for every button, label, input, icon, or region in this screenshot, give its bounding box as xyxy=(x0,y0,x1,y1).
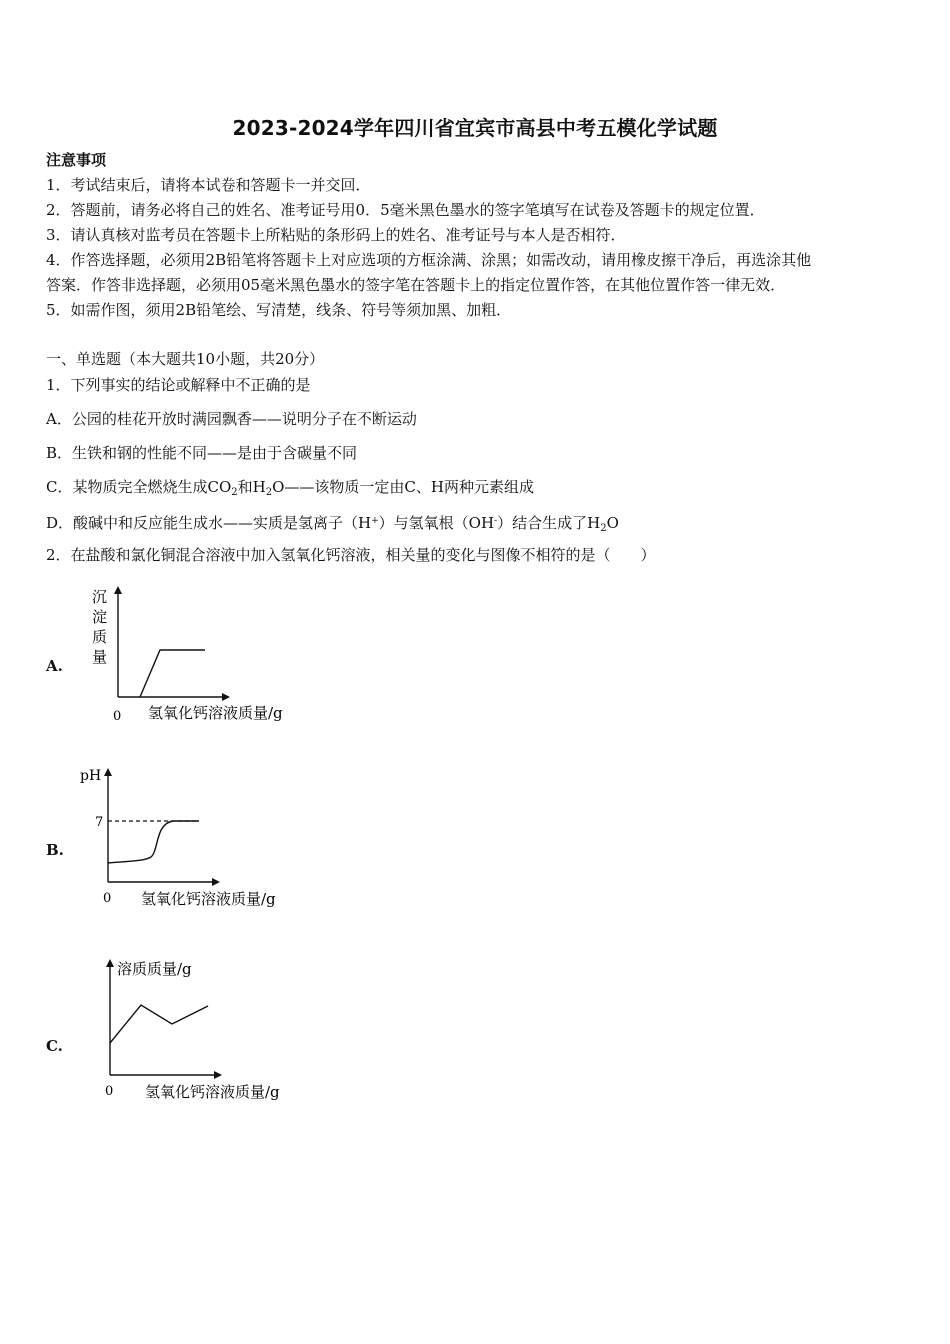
option-c-graph xyxy=(75,955,335,1105)
y-axis-label: 溶质质量/g xyxy=(117,960,192,978)
y-label-char: 质 xyxy=(92,628,108,646)
y-label-char: 沉 xyxy=(92,588,108,606)
question-2-option-b-letter: B. xyxy=(46,841,64,859)
x-axis-label: 氢氧化钙溶液质量/g xyxy=(141,890,276,908)
notice-item: 3．请认真核对监考员在答题卡上所粘贴的条形码上的姓名、准考证号与本人是否相符． xyxy=(46,226,626,244)
question-1-option-c: C．某物质完全燃烧生成$CO_2$和$H_2O——$该物质一定由C、H两种元素组成 xyxy=(46,478,534,498)
y-label-char: 淀 xyxy=(92,608,108,626)
ph-curve xyxy=(108,821,199,863)
question-1-option-d: D．酸碱中和反应能生成水——实质是氢离子（H+）与氢氧根（OH-）结合生成了$H_2O$ xyxy=(46,514,619,534)
y-tick-label: 7 xyxy=(95,815,104,830)
question-1-option-b: B．生铁和钢的性能不同——是由于含碳量不同 xyxy=(46,444,358,462)
page-title: 2023-2024学年四川省宜宾市高县中考五模化学试题 xyxy=(232,116,718,140)
precipitate-curve xyxy=(140,650,205,697)
question-1-stem: 1．下列事实的结论或解释中不正确的是 xyxy=(46,376,311,394)
notice-item: 答案．作答非选择题，必须用05毫米黑色墨水的签字笔在答题卡上的指定位置作答，在其他位置作答一律无效． xyxy=(46,276,786,294)
section-heading: 一、单选题（本大题共10小题，共20分） xyxy=(46,350,325,368)
question-2-stem: 2．在盐酸和氯化铜混合溶液中加入氢氧化钙溶液，相关量的变化与图像不相符的是（ ） xyxy=(46,546,656,564)
notice-heading: 注意事项 xyxy=(46,151,107,169)
option-a-graph xyxy=(80,580,340,730)
origin-label: 0 xyxy=(103,891,112,906)
question-2-option-a-letter: A. xyxy=(46,657,63,675)
origin-label: 0 xyxy=(113,709,122,724)
notice-item: 1．考试结束后，请将本试卷和答题卡一并交回． xyxy=(46,176,371,194)
question-2-option-c-letter: C. xyxy=(46,1037,63,1055)
y-axis-label: pH xyxy=(80,768,102,784)
x-axis-label: 氢氧化钙溶液质量/g xyxy=(148,704,283,722)
question-1-option-a: A．公园的桂花开放时满园飘香——说明分子在不断运动 xyxy=(46,410,417,428)
notice-item: 4．作答选择题，必须用2B铅笔将答题卡上对应选项的方框涂满、涂黑；如需改动，请用橡皮擦干净后，再选涂其他 xyxy=(46,251,812,269)
x-axis-label: 氢氧化钙溶液质量/g xyxy=(145,1083,280,1101)
origin-label: 0 xyxy=(105,1084,114,1099)
y-label-char: 量 xyxy=(92,648,108,666)
option-b-graph xyxy=(75,762,335,912)
solute-mass-curve xyxy=(110,1005,208,1043)
notice-item: 5．如需作图，须用2B铅笔绘、写清楚，线条、符号等须加黑、加粗． xyxy=(46,301,512,319)
notice-item: 2．答题前，请务必将自己的姓名、准考证号用0．5毫米黑色墨水的签字笔填写在试卷及答题卡的规定位置． xyxy=(46,201,765,219)
